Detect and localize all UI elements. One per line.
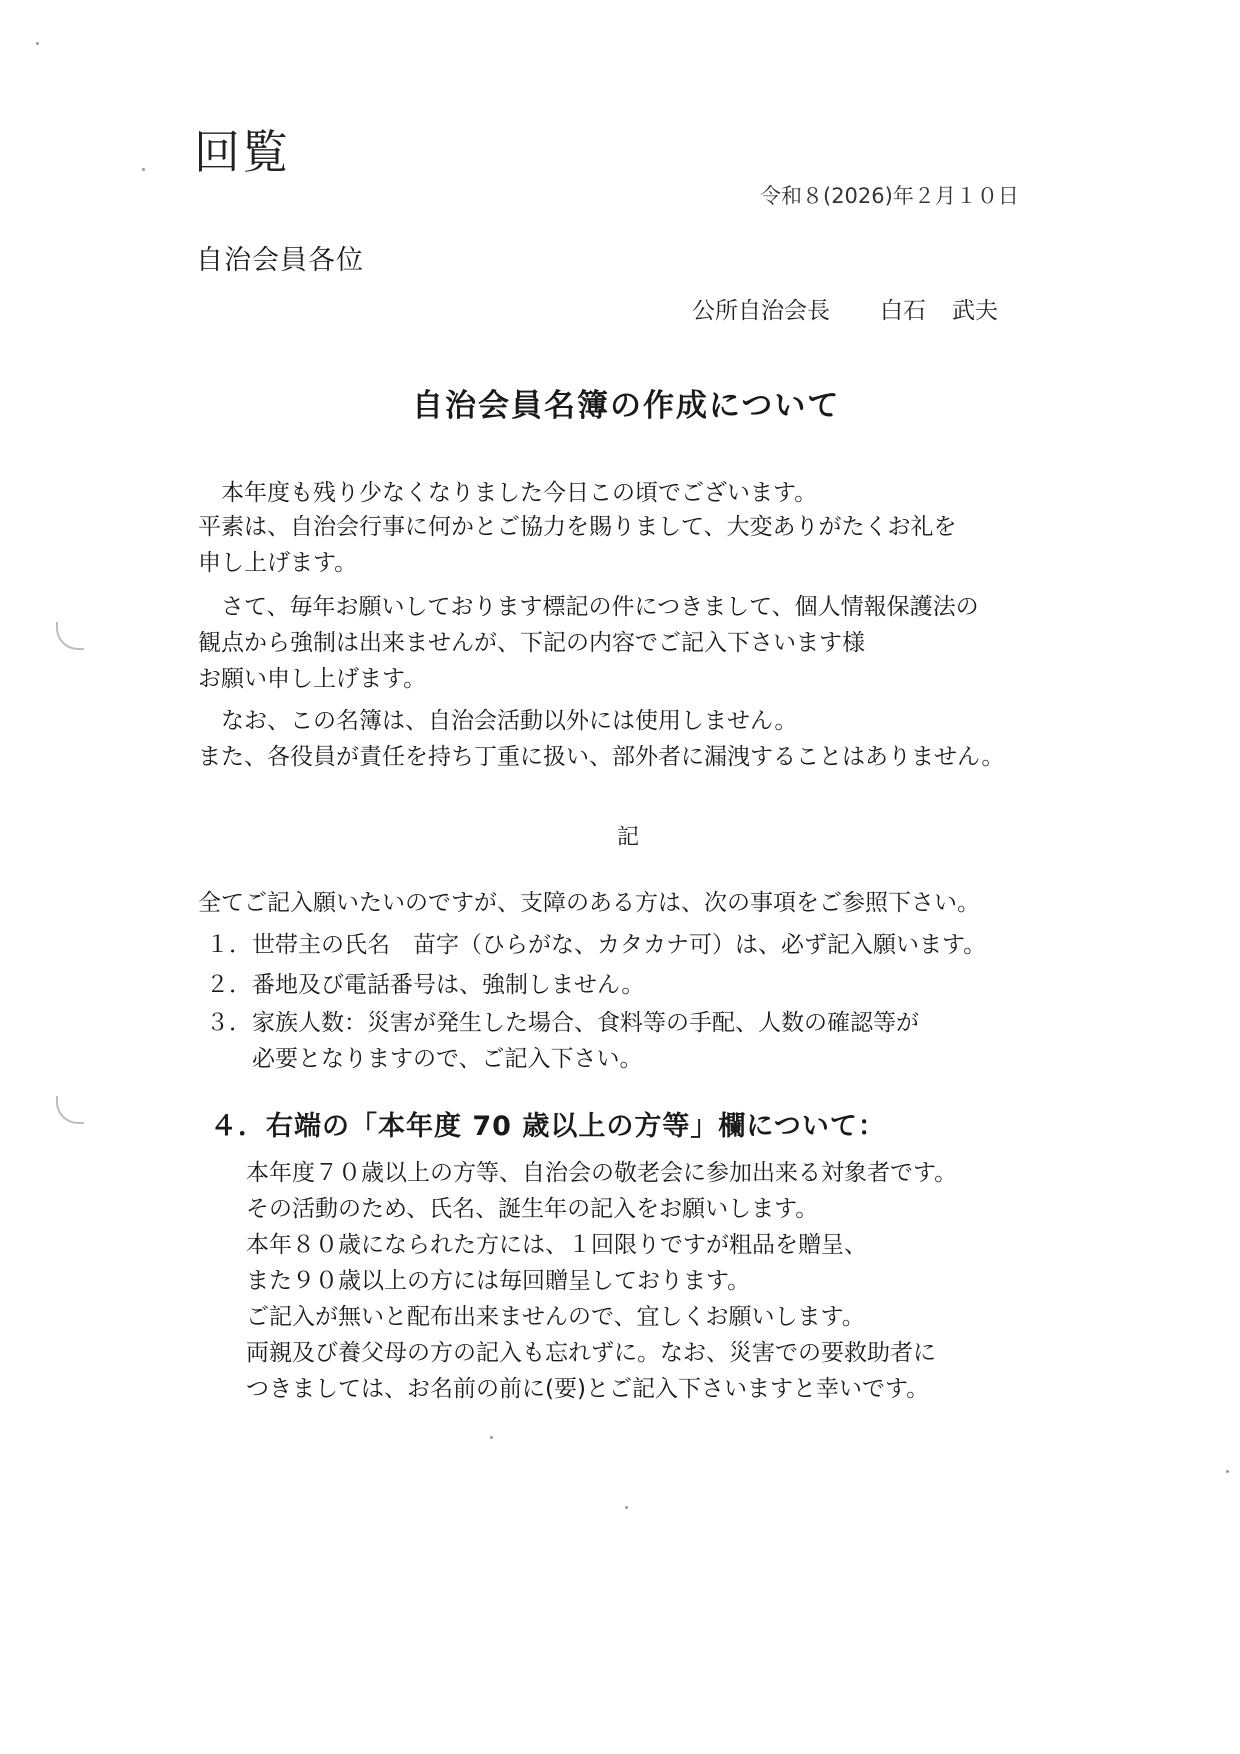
item-4-line: 本年度７０歳以上の方等、自治会の敬老会に参加出来る対象者です。 xyxy=(246,1160,958,1186)
scan-speck xyxy=(36,42,39,45)
document-date: 令和８(2026)年２月１０日 xyxy=(760,184,1019,208)
item-4-line: 本年８０歳になられた方には、１回限りですが粗品を贈呈、 xyxy=(246,1232,867,1258)
document-title: 自治会員名簿の作成について xyxy=(412,388,841,424)
item-4-line: つきましては、お名前の前に(要)とご記入下さいますと幸いです。 xyxy=(246,1376,930,1402)
ki-mark: 記 xyxy=(617,825,640,850)
intro-line: 観点から強制は出来ませんが、下記の内容でご記入下さいます様 xyxy=(198,630,865,656)
list-item: １．世帯主の氏名 苗字（ひらがな、カタカナ可）は、必ず記入願います。 xyxy=(206,932,987,958)
addressee: 自治会員各位 xyxy=(196,245,364,276)
intro-line: また、各役員が責任を持ち丁重に扱い、部外者に漏洩することはありません。 xyxy=(198,744,1005,770)
sender-given-name: 武夫 xyxy=(952,298,998,324)
list-item: ３．家族人数：災害が発生した場合、食料等の手配、人数の確認等が xyxy=(206,1010,919,1036)
scan-speck xyxy=(625,1506,628,1509)
intro-line: 平素は、自治会行事に何かとご協力を賜りまして、大変ありがたくお礼を xyxy=(198,514,957,540)
scan-speck xyxy=(490,1436,493,1439)
notes-lead: 全てご記入願いたいのですが、支障のある方は、次の事項をご参照下さい。 xyxy=(198,890,980,916)
scan-punch-mark xyxy=(56,1096,84,1124)
list-item: 必要となりますので、ご記入下さい。 xyxy=(206,1046,643,1072)
item-4-heading: ４．右端の「本年度 70 歳以上の方等」欄について： xyxy=(210,1111,886,1142)
intro-line: お願い申し上げます。 xyxy=(198,666,427,692)
circular-label: 回覧 xyxy=(194,125,290,179)
item-4-line: その活動のため、氏名、誕生年の記入をお願いします。 xyxy=(246,1196,819,1222)
intro-line: なお、この名簿は、自治会活動以外には使用しません。 xyxy=(198,708,798,734)
intro-line: 申し上げます。 xyxy=(198,550,358,576)
scan-speck xyxy=(1226,1470,1229,1473)
sender xyxy=(692,292,998,325)
scan-speck xyxy=(142,168,145,171)
intro-line: 本年度も残り少なくなりました今日この頃でございます。 xyxy=(198,480,818,506)
list-item: ２．番地及び電話番号は、強制しません。 xyxy=(206,972,645,998)
item-4-line: また９０歳以上の方には毎回贈呈しております。 xyxy=(246,1268,751,1294)
item-4-line: ご記入が無いと配布出来ませんので、宜しくお願いします。 xyxy=(246,1304,865,1330)
sender-role: 公所自治会長 xyxy=(692,298,830,324)
intro-line: さて、毎年お願いしております標記の件につきまして、個人情報保護法の xyxy=(198,594,979,620)
sender-family-name: 白石 xyxy=(880,298,926,324)
scan-punch-mark xyxy=(56,622,84,650)
item-4-line: 両親及び養父母の方の記入も忘れずに。なお、災害での要救助者に xyxy=(246,1340,936,1366)
